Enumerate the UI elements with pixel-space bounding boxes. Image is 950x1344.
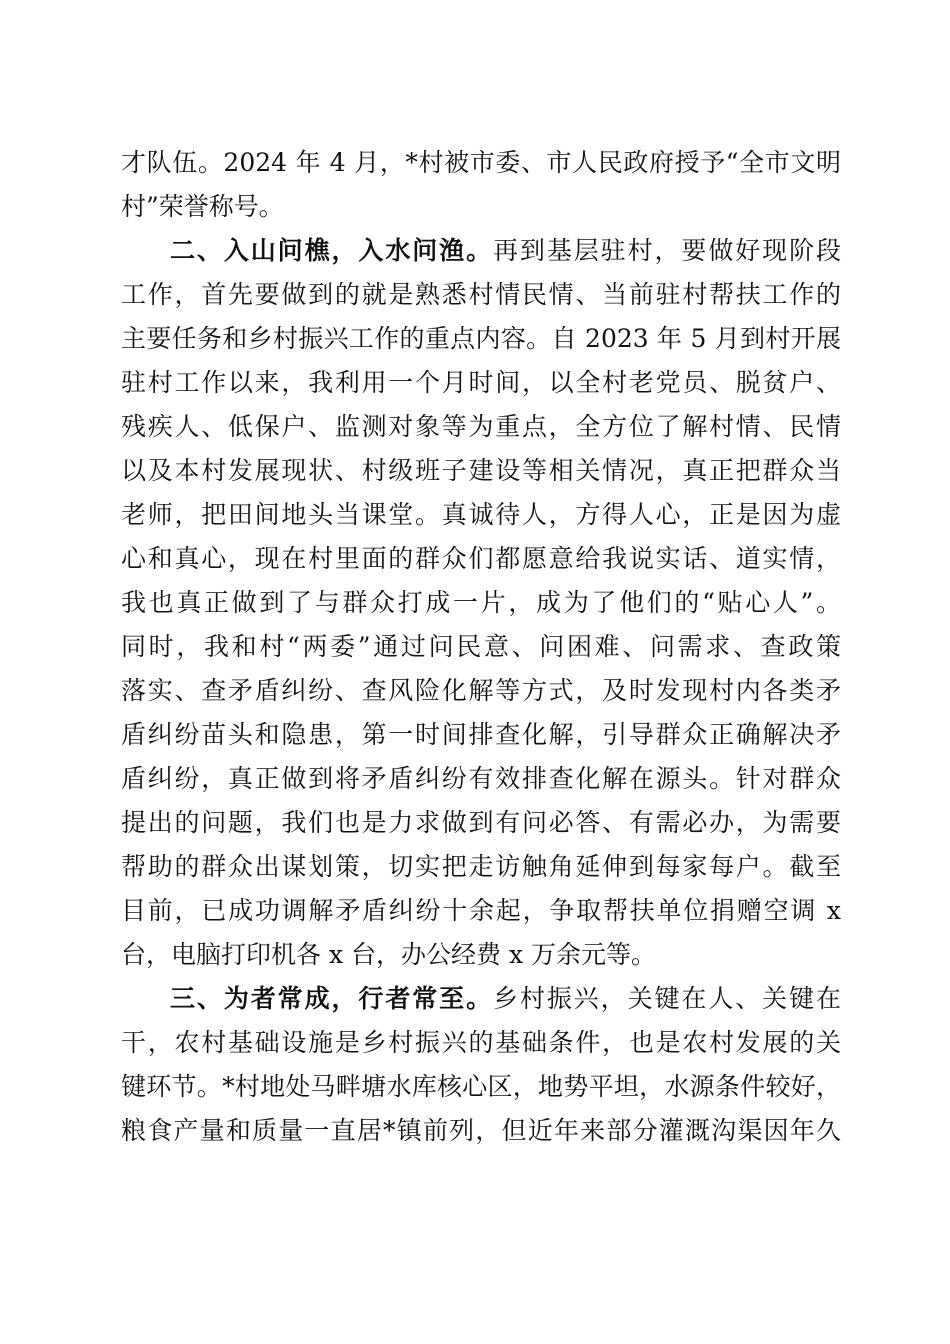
text-line: 才队伍。2024 年 4 月，*村被市委、市人民政府授予“全市文明 [121,148,841,177]
text-line: 同时，我和村“两委”通过问民意、问困难、问需求、查政策 [121,632,841,661]
text-line: 工作，首先要做到的就是熟悉村情民情、当前驻村帮扶工作的 [121,280,841,309]
text-run: 再到基层驻村，要做好现阶段 [493,236,841,265]
text-line: 残疾人、低保户、监测对象等为重点，全方位了解村情、民情 [121,412,841,441]
text-line: 我也真正做到了与群众打成一片，成为了他们的“贴心人”。 [121,588,841,617]
section-heading: 三、为者常成，行者常至。 [170,984,493,1013]
text-line: 帮助的群众出谋划策，切实把走访触角延伸到每家每户。截至 [121,852,841,881]
text-line: 落实、查矛盾纠纷、查风险化解等方式，及时发现村内各类矛 [121,676,841,705]
text-line: 键环节。*村地处马畔塘水库核心区，地势平坦，水源条件较好， [121,1072,841,1101]
text-line: 台，电脑打印机各 x 台，办公经费 x 万余元等。 [121,940,656,969]
text-line: 以及本村发展现状、村级班子建设等相关情况，真正把群众当 [121,456,841,485]
text-line: 盾纠纷，真正做到将矛盾纠纷有效排查化解在源头。针对群众 [121,764,841,793]
text-line: 心和真心，现在村里面的群众们都愿意给我说实话、道实情， [121,544,841,573]
text-line [170,233,841,269]
text-line: 村”荣誉称号。 [121,192,284,221]
text-line: 提出的问题，我们也是力求做到有问必答、有需必办，为需要 [121,808,841,837]
text-line: 老师，把田间地头当课堂。真诚待人，方得人心，正是因为虚 [121,500,841,529]
text-run: 乡村振兴，关键在人、关键在 [493,984,841,1013]
text-line [170,981,841,1017]
section-heading: 二、入山问樵，入水问渔。 [170,236,493,265]
text-line: 目前，已成功调解矛盾纠纷十余起，争取帮扶单位捐赠空调 x [121,896,841,925]
text-line: 主要任务和乡村振兴工作的重点内容。自 2023 年 5 月到村开展 [121,324,841,353]
text-line: 干，农村基础设施是乡村振兴的基础条件，也是农村发展的关 [121,1028,841,1057]
text-line: 盾纠纷苗头和隐患，第一时间排查化解，引导群众正确解决矛 [121,720,841,749]
text-line: 驻村工作以来，我利用一个月时间，以全村老党员、脱贫户、 [121,368,841,397]
text-line: 粮食产量和质量一直居*镇前列，但近年来部分灌溉沟渠因年久 [121,1116,841,1145]
